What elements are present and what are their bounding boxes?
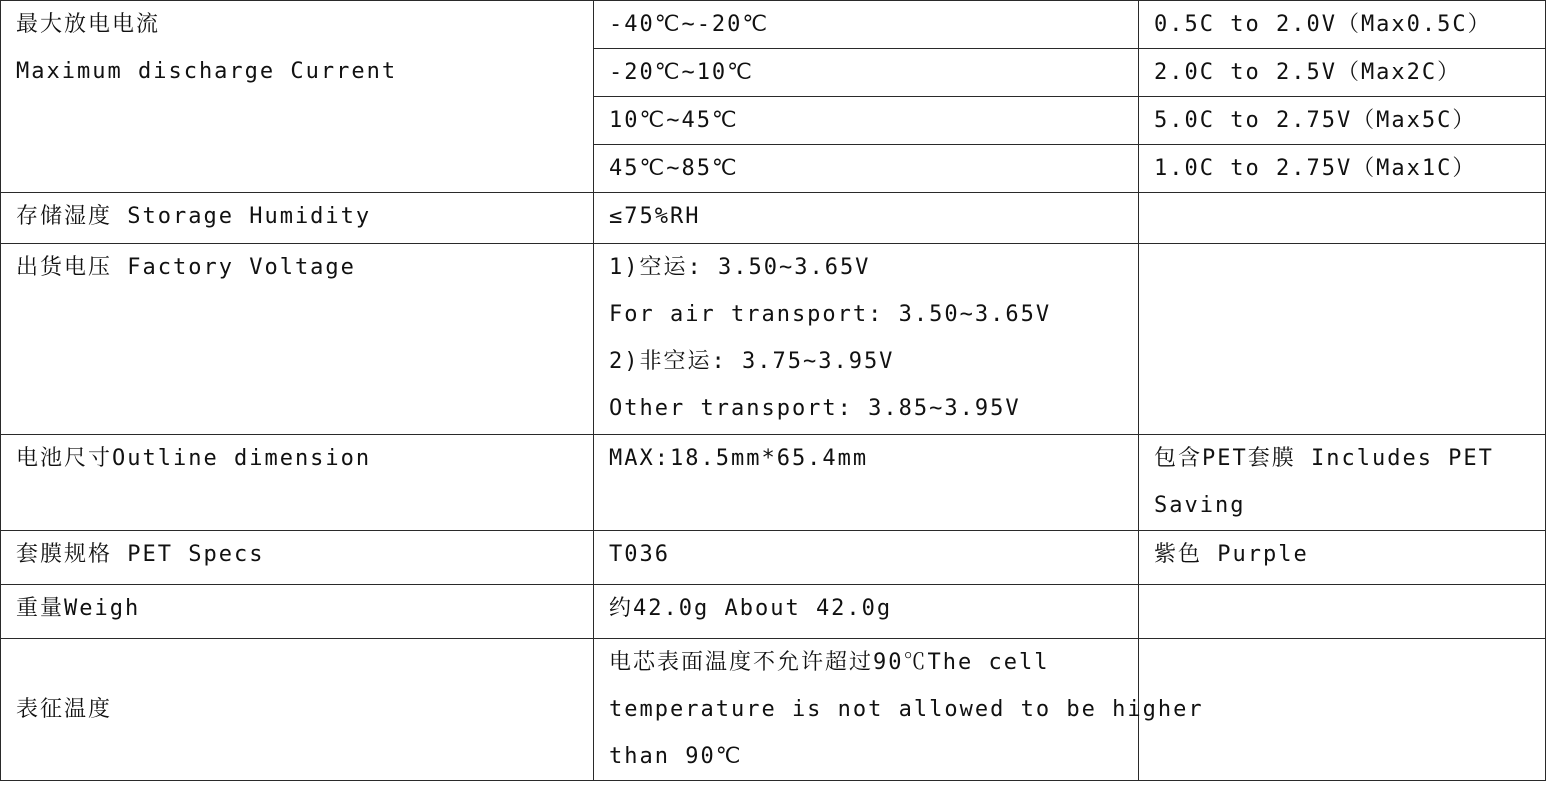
pet-specs-value: T036 bbox=[594, 531, 1139, 585]
discharge-label-en: Maximum discharge Current bbox=[16, 59, 398, 84]
characteristic-temp-values bbox=[594, 639, 1204, 781]
pet-specs-note: 紫色 Purple bbox=[1139, 531, 1546, 585]
discharge-value: 1.0C to 2.75V（Max1C） bbox=[1139, 145, 1546, 193]
factory-voltage-values bbox=[594, 244, 1139, 435]
table-row bbox=[1, 193, 1546, 244]
discharge-label-zh: 最大放电电流 bbox=[16, 12, 161, 37]
dimension-note-line: 包含PET套膜 Includes PET bbox=[1154, 446, 1494, 471]
factory-voltage-line: 2)非空运: 3.75~3.95V bbox=[609, 349, 895, 374]
table-row bbox=[1, 639, 1546, 781]
discharge-value: 5.0C to 2.75V（Max5C） bbox=[1139, 97, 1546, 145]
humidity-note bbox=[1139, 193, 1546, 244]
characteristic-temp-line: 电芯表面温度不允许超过90℃The cell bbox=[609, 650, 1050, 675]
factory-voltage-line: 1)空运: 3.50~3.65V bbox=[609, 255, 871, 280]
discharge-temp-range: -20℃~10℃ bbox=[594, 49, 1139, 97]
discharge-value: 2.0C to 2.5V（Max2C） bbox=[1139, 49, 1546, 97]
discharge-label-cell bbox=[1, 1, 594, 193]
characteristic-temp-line: temperature is not allowed to be higher bbox=[609, 697, 1204, 722]
factory-voltage-note bbox=[1139, 244, 1546, 435]
factory-voltage-line: Other transport: 3.85~3.95V bbox=[609, 396, 1021, 421]
table-row bbox=[1, 244, 1546, 435]
factory-voltage-label: 出货电压 Factory Voltage bbox=[1, 244, 594, 435]
dimension-note-line: Saving bbox=[1154, 493, 1246, 518]
discharge-temp-range: 45℃~85℃ bbox=[594, 145, 1139, 193]
humidity-value: ≤75%RH bbox=[594, 193, 1139, 244]
weight-label: 重量Weigh bbox=[1, 585, 594, 639]
discharge-temp-range: 10℃~45℃ bbox=[594, 97, 1139, 145]
table-row bbox=[1, 585, 1546, 639]
pet-specs-label: 套膜规格 PET Specs bbox=[1, 531, 594, 585]
dimension-value: MAX:18.5mm*65.4mm bbox=[594, 435, 1139, 531]
humidity-label: 存储湿度 Storage Humidity bbox=[1, 193, 594, 244]
weight-note bbox=[1139, 585, 1546, 639]
characteristic-temp-line: than 90℃ bbox=[609, 744, 743, 769]
weight-value: 约42.0g About 42.0g bbox=[594, 585, 1139, 639]
discharge-temp-range: -40℃~-20℃ bbox=[594, 1, 1139, 49]
table-row bbox=[1, 1, 1546, 49]
table-row bbox=[1, 531, 1546, 585]
table-row bbox=[1, 435, 1546, 531]
dimension-note bbox=[1139, 435, 1546, 531]
characteristic-temp-label: 表征温度 bbox=[1, 639, 594, 781]
dimension-label: 电池尺寸Outline dimension bbox=[1, 435, 594, 531]
factory-voltage-line: For air transport: 3.50~3.65V bbox=[609, 302, 1052, 327]
discharge-value: 0.5C to 2.0V（Max0.5C） bbox=[1139, 1, 1546, 49]
